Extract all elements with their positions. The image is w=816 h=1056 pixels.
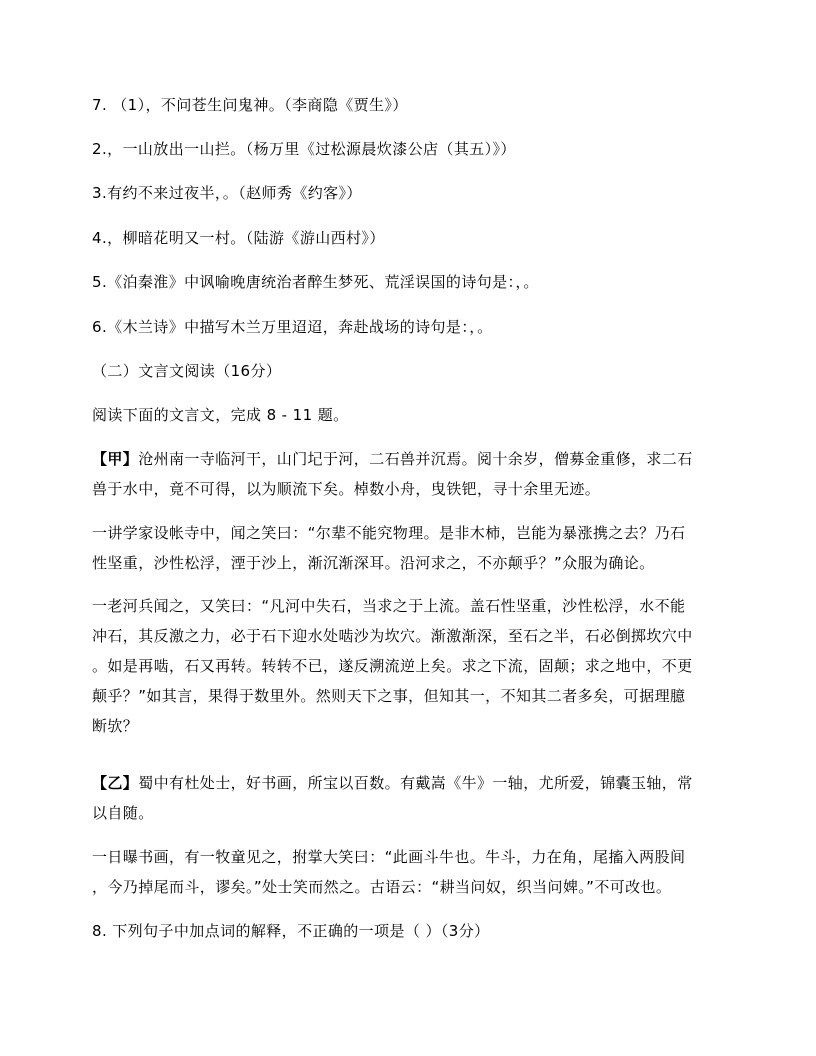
passage-old-soldier-line-5: 断欤？ [92,717,139,735]
passage-jia-text-1: 沧州南一寺临河干，山门圮于河，二石兽并沉焉。阅十余岁，僧募金重修，求二石 [138,450,693,468]
passage-old-soldier [92,591,720,741]
passage-herdboy-line-1: 一日曝书画，有一牧童见之，拊掌大笑曰：“此画斗牛也。牛斗，力在角，尾搐入两股间 [92,848,686,866]
passage-scholar [92,518,720,578]
passage-jia [92,444,720,504]
passage-yi [92,768,720,828]
passage-jia-line-1 [92,444,720,474]
section-title: （二）文言文阅读（16分） [92,362,282,380]
passage-jia-tag: 【甲】 [92,450,139,468]
passage-old-soldier-line-4: 颠乎？”如其言，果得于数里外。然则天下之事，但知其一，不知其二者多矣，可据理臆 [92,687,686,705]
passage-scholar-line-1: 一讲学家设帐寺中，闻之笑曰：“尔辈不能究物理。是非木柿，岂能为暴涨携之去？乃石 [92,524,686,542]
passage-yi-text-1: 蜀中有杜处士，好书画，所宝以百数。有戴嵩《牛》一轴，尤所爱，锦囊玉轴，常 [138,774,693,792]
question-7-line: 7. （1），不问苍生问鬼神。（李商隐《贾生》） [92,96,408,114]
reading-instruction: 阅读下面的文言文，完成 8 - 11 题。 [92,406,349,424]
passage-herdboy [92,842,720,902]
passage-yi-line-1 [92,768,720,798]
passage-yi-tag: 【乙】 [92,774,139,792]
passage-old-soldier-line-3: 。如是再啮，石又再转。转转不已，遂反溯流逆上矣。求之下流，固颠；求之地中，不更 [92,657,693,675]
passage-scholar-line-2: 性坚重，沙性松浮，湮于沙上，渐沉渐深耳。沿河求之，不亦颠乎？”众服为确论。 [92,554,655,572]
question-3-line: 3.有约不来过夜半，。（赵师秀《约客》） [92,184,362,202]
question-8-line: 8. 下列句子中加点词的解释，不正确的一项是（ ）（3分） [92,922,490,940]
passage-old-soldier-line-2: 冲石，其反激之力，必于石下迎水处啮沙为坎穴。渐激渐深，至石之半，石必倒掷坎穴中 [92,627,693,645]
question-5-line: 5.《泊秦淮》中讽喻晚唐统治者醉生梦死、荒淫误国的诗句是：，。 [92,273,539,291]
passage-jia-line-2: 兽于水中，竟不可得，以为顺流下矣。棹数小舟，曳铁钯，寻十余里无迹。 [92,480,601,498]
passage-old-soldier-line-1: 一老河兵闻之，又笑曰：“凡河中失石，当求之于上流。盖石性坚重，沙性松浮，水不能 [92,597,686,615]
question-4-line: 4.，柳暗花明又一村。（陆游《游山西村》） [92,229,385,247]
question-2-line: 2.，一山放出一山拦。（杨万里《过松源晨炊漆公店（其五）》） [92,140,516,158]
passage-herdboy-line-2: ，今乃掉尾而斗，谬矣。”处士笑而然之。古语云：“耕当问奴，织当问婢。”不可改也。 [92,878,672,896]
question-6-line: 6.《木兰诗》中描写木兰万里迢迢，奔赴战场的诗句是：，。 [92,318,493,336]
passage-yi-line-2: 以自随。 [92,804,154,822]
